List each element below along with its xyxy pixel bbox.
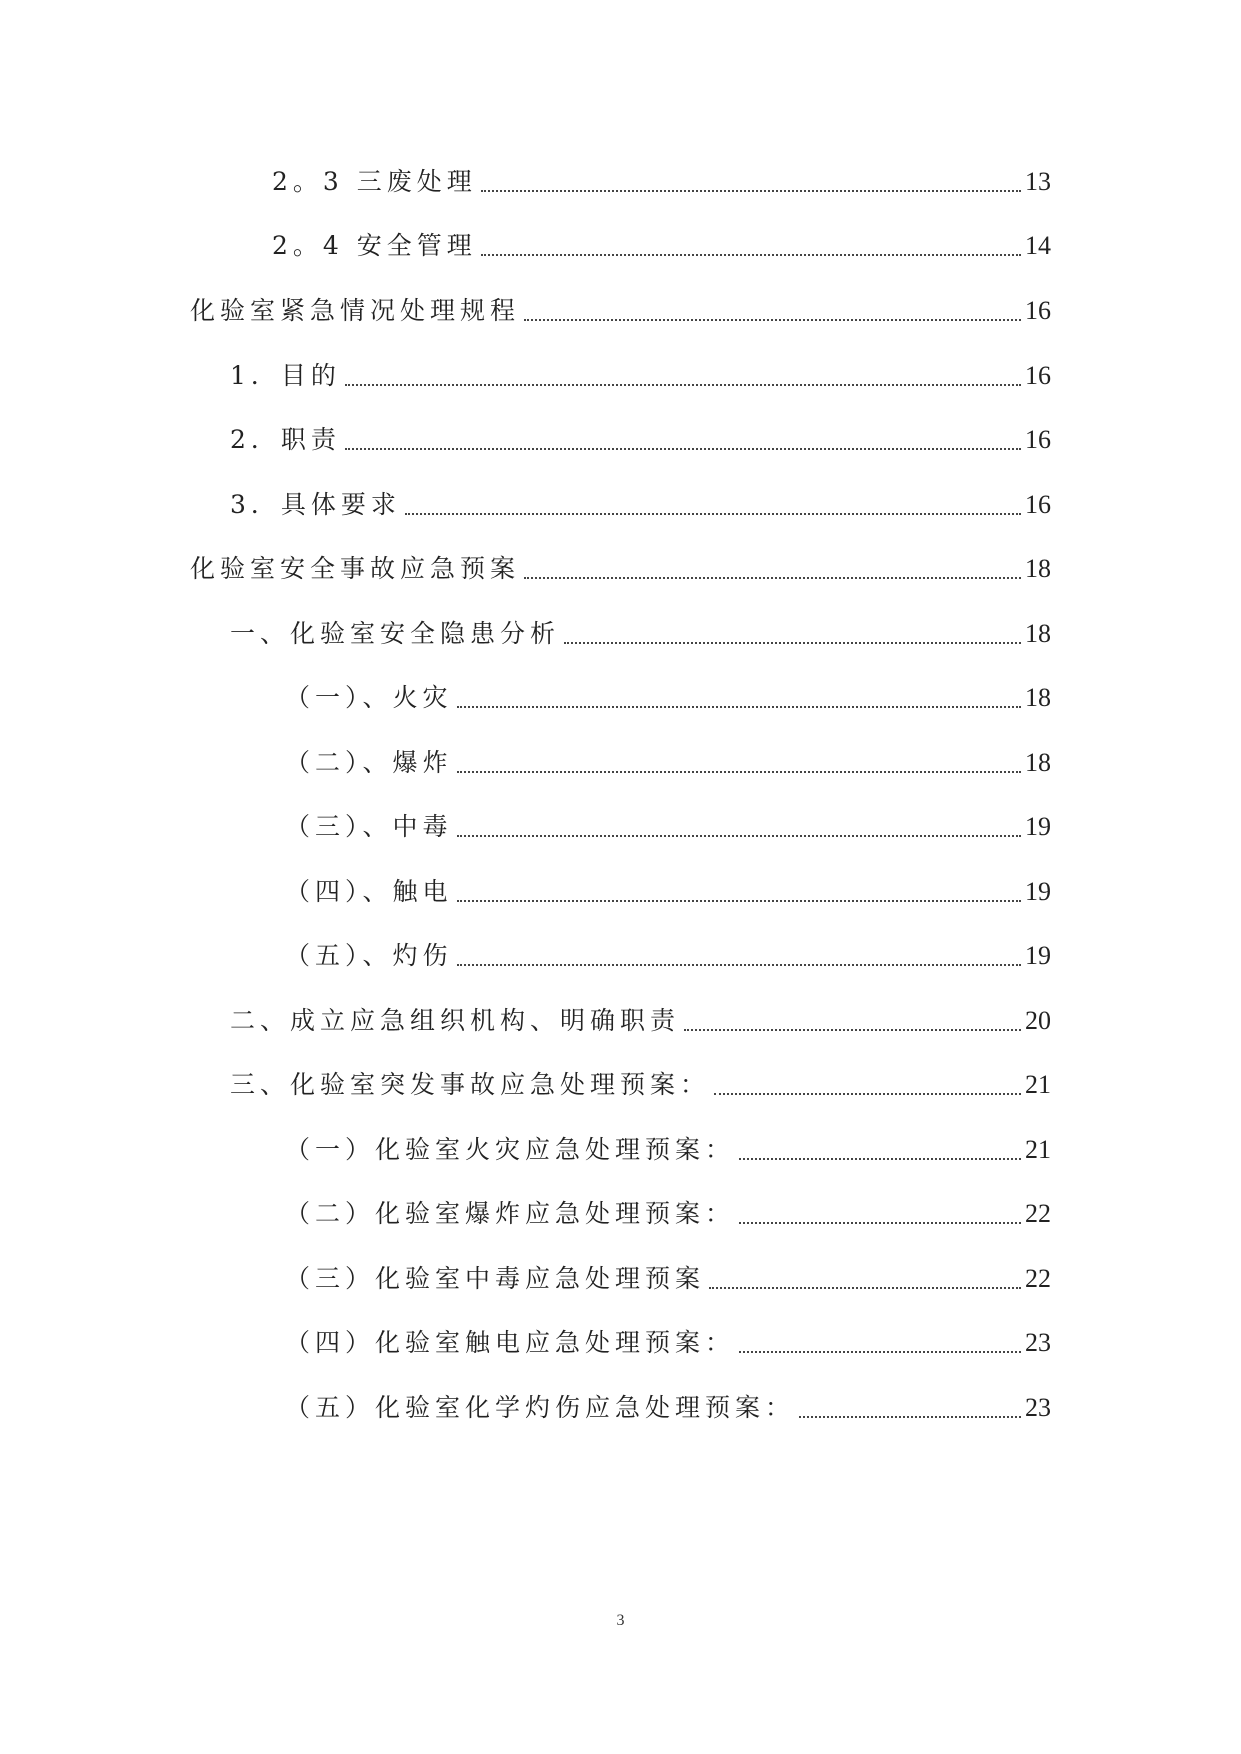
toc-entry-label: （五）化验室化学灼伤应急处理预案： [285,1393,796,1422]
toc-entry[interactable] [230,1001,1051,1041]
toc-entry-label: 三、化验室突发事故应急处理预案： [230,1070,711,1099]
toc-leader-dots [709,1287,1021,1289]
toc-entry-page: 18 [1025,683,1051,712]
toc-entry[interactable] [285,807,1051,847]
toc-entry-label: 化验室安全事故应急预案 [190,554,521,583]
toc-entry[interactable] [285,1388,1051,1428]
toc-entry[interactable] [285,1323,1051,1363]
toc-leader-dots [739,1222,1021,1224]
toc-leader-dots [714,1093,1021,1095]
toc-entry[interactable] [230,1065,1051,1105]
toc-entry[interactable] [272,226,1051,266]
toc-entry-label: 3．具体要求 [230,490,401,519]
toc-entry-page: 23 [1025,1393,1051,1422]
toc-entry-label: （三）化验室中毒应急处理预案 [285,1264,706,1293]
toc-entry-page: 18 [1025,748,1051,777]
toc-leader-dots [457,964,1021,966]
toc-entry[interactable] [285,678,1051,718]
toc-leader-dots [481,190,1021,192]
toc-entry[interactable] [230,614,1051,654]
toc-entry[interactable] [285,743,1051,783]
toc-entry-label: （四）化验室触电应急处理预案： [285,1328,736,1357]
toc-entry-label: （二）、爆炸 [285,748,453,777]
toc-entry-page: 18 [1025,619,1051,648]
toc-leader-dots [405,513,1021,515]
toc-entry-label: 二、成立应急组织机构、明确职责 [230,1006,681,1035]
toc-entry[interactable] [285,1130,1051,1170]
toc-entry-page: 21 [1025,1135,1051,1164]
toc-entry-label: （二）化验室爆炸应急处理预案： [285,1199,736,1228]
toc-entry[interactable] [230,356,1051,396]
toc-entry[interactable] [190,549,1051,589]
toc-leader-dots [457,900,1021,902]
toc-entry-page: 20 [1025,1006,1051,1035]
page-number: 3 [616,1612,625,1629]
toc-entry-label: （五）、灼伤 [285,941,453,970]
toc-entry-label: 2。4 安全管理 [272,231,477,260]
toc-entry-page: 13 [1025,167,1051,196]
toc-entry-label: （四）、触电 [285,877,453,906]
toc-leader-dots [457,771,1021,773]
toc-entry-page: 21 [1025,1070,1051,1099]
toc-entry-label: 1．目的 [230,361,341,390]
toc-leader-dots [564,642,1021,644]
toc-entry[interactable] [272,162,1051,202]
toc-entry[interactable] [285,1259,1051,1299]
toc-leader-dots [684,1029,1021,1031]
toc-leader-dots [799,1416,1021,1418]
toc-entry-page: 16 [1025,361,1051,390]
toc-entry[interactable] [285,1194,1051,1234]
toc-leader-dots [524,577,1021,579]
toc-entry[interactable] [190,291,1051,331]
toc-leader-dots [739,1158,1021,1160]
toc-leader-dots [457,706,1021,708]
toc-leader-dots [524,319,1021,321]
toc-entry[interactable] [230,485,1051,525]
toc-leader-dots [481,254,1021,256]
toc-entry-page: 23 [1025,1328,1051,1357]
toc-leader-dots [345,448,1021,450]
toc-entry[interactable] [285,936,1051,976]
toc-leader-dots [345,384,1021,386]
toc-entry-page: 16 [1025,490,1051,519]
toc-entry-label: 2．职责 [230,425,341,454]
toc-entry-page: 22 [1025,1199,1051,1228]
toc-leader-dots [739,1351,1021,1353]
toc-entry-page: 16 [1025,296,1051,325]
toc-entry[interactable] [285,872,1051,912]
toc-entry-page: 16 [1025,425,1051,454]
toc-entry-label: 一、化验室安全隐患分析 [230,619,561,648]
toc-entry[interactable] [230,420,1051,460]
toc-entry-label: （一）、火灾 [285,683,453,712]
toc-entry-label: （一）化验室火灾应急处理预案： [285,1135,736,1164]
toc-entry-page: 19 [1025,877,1051,906]
toc-entry-page: 14 [1025,231,1051,260]
toc-entry-page: 22 [1025,1264,1051,1293]
toc-entry-page: 19 [1025,812,1051,841]
toc-entry-page: 18 [1025,554,1051,583]
toc-entry-label: 2。3 三废处理 [272,167,477,196]
toc-entry-label: 化验室紧急情况处理规程 [190,296,521,325]
toc-entry-label: （三）、中毒 [285,812,453,841]
toc-entry-page: 19 [1025,941,1051,970]
toc-leader-dots [457,835,1021,837]
